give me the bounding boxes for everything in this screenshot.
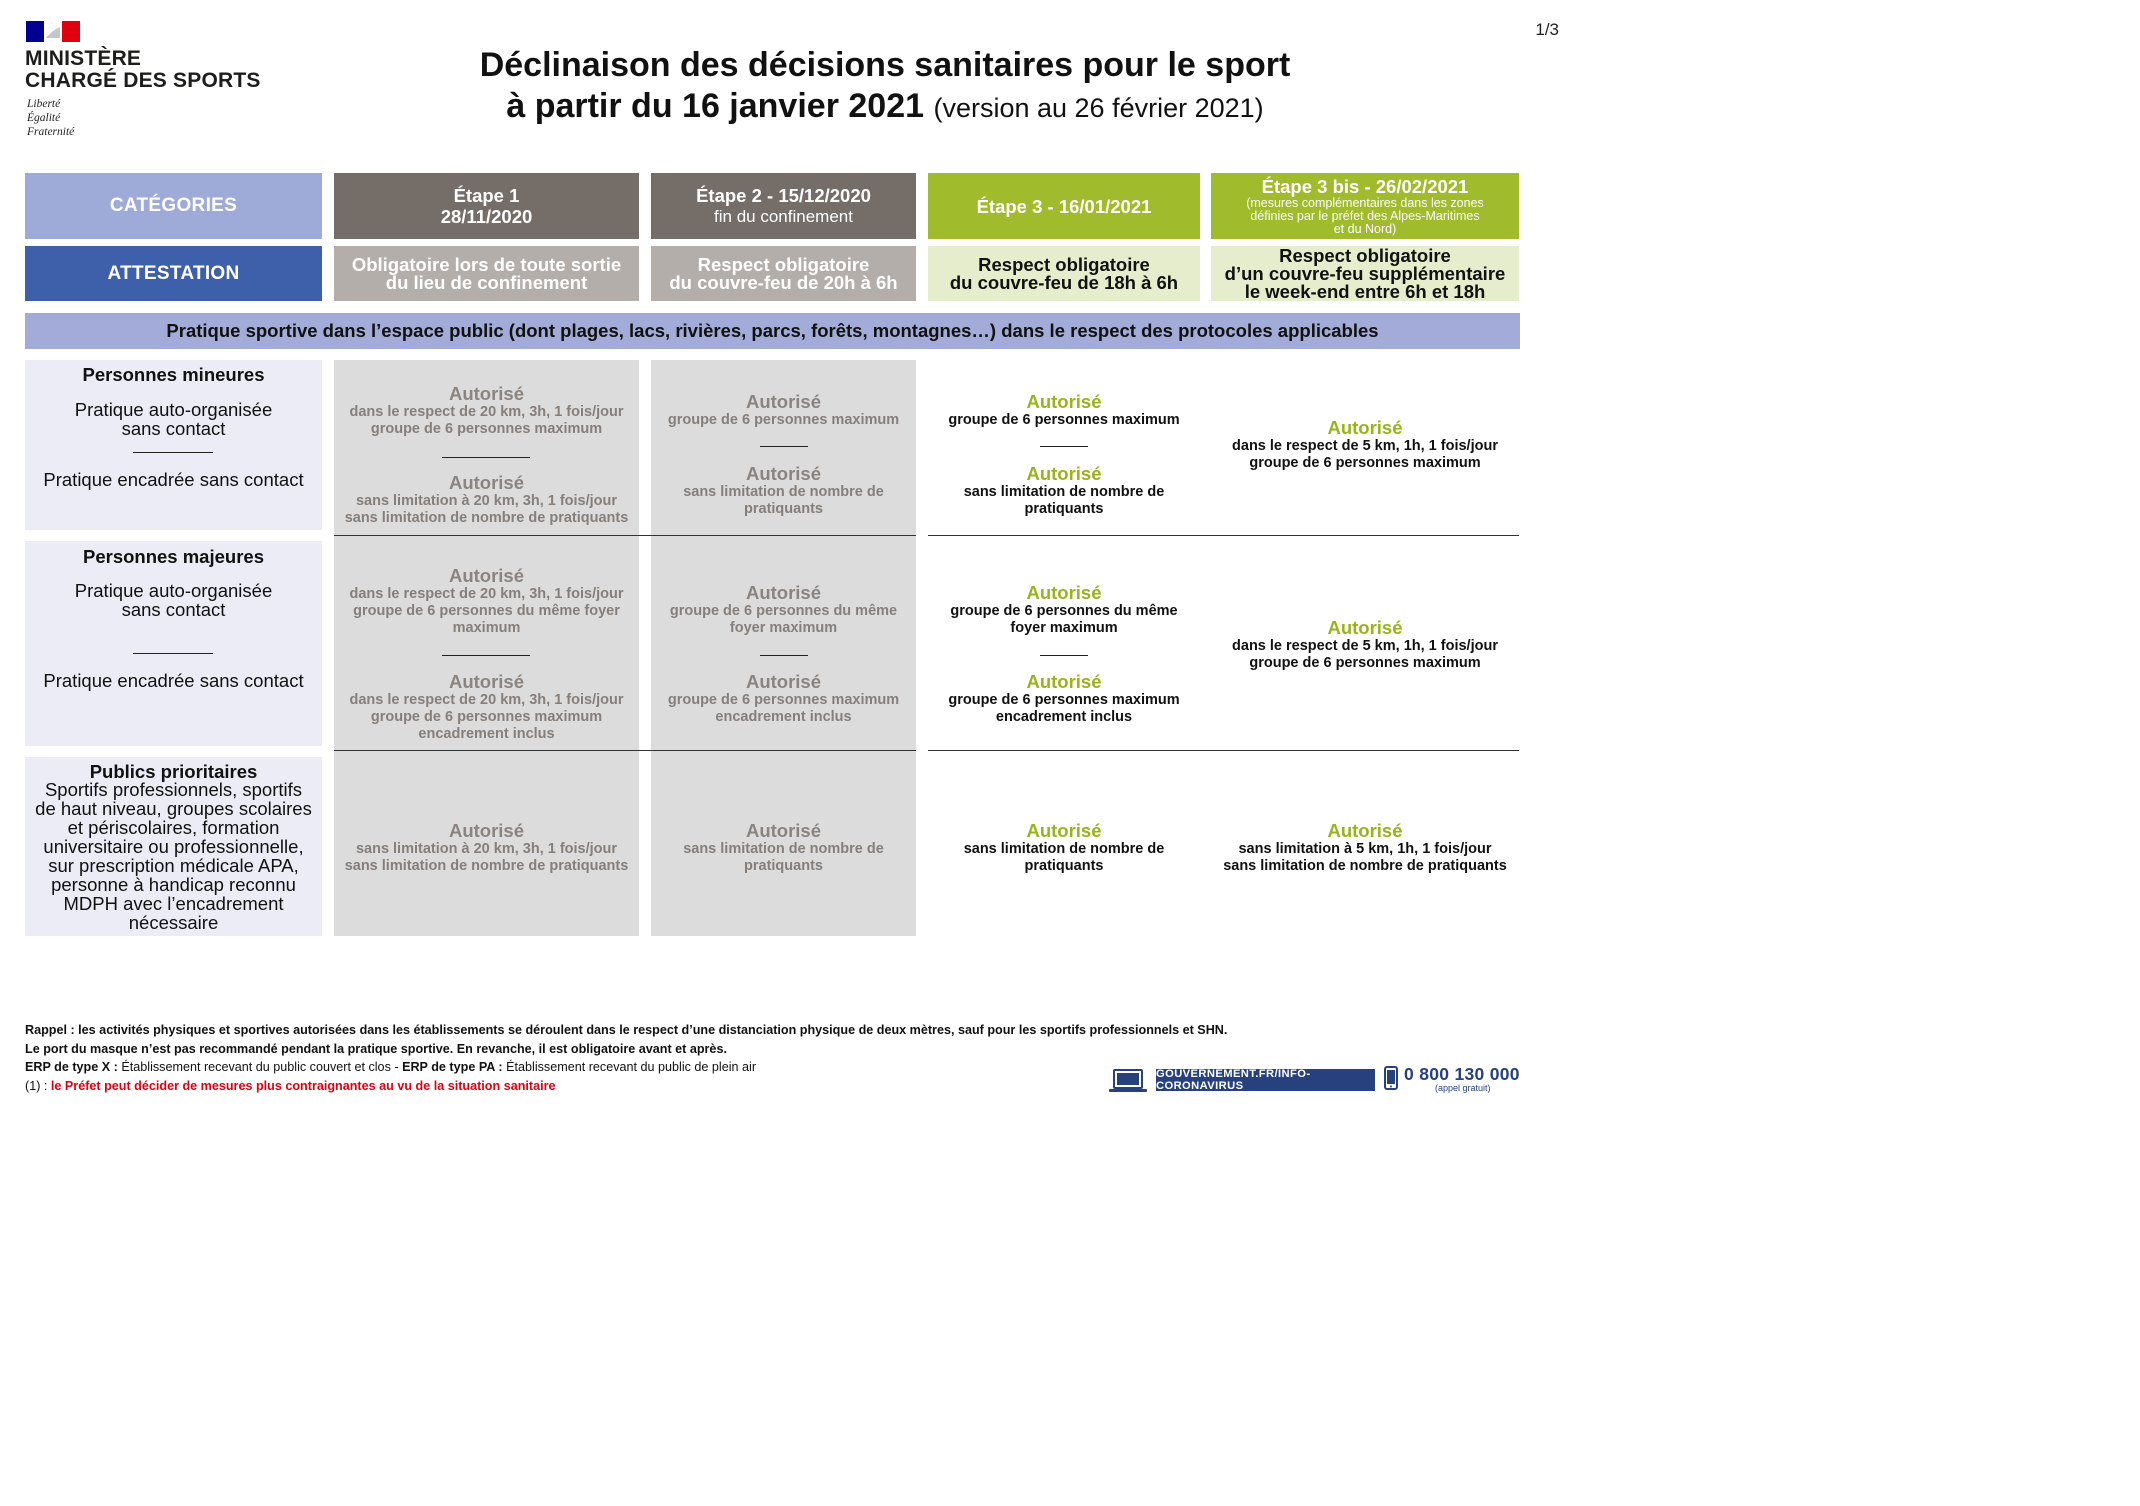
cell-majeurs-e3bis: Autorisé dans le respect de 5 km, 1h, 1 fois/jour groupe de 6 personnes maximum [1232, 617, 1498, 671]
cell-prioritaires-e1: Autorisé sans limitation à 20 km, 3h, 1 fois/jour sans limitation de nombre de pratiquants [344, 820, 629, 874]
cell-mineurs-e2a: Autorisé groupe de 6 personnes maximum [667, 391, 900, 428]
row-label-majeurs [25, 541, 322, 746]
cell-mineurs-e3bis: Autorisé dans le respect de 5 km, 1h, 1 fois/jour groupe de 6 personnes maximum [1232, 417, 1498, 471]
divider [760, 446, 808, 447]
row-divider [334, 750, 916, 751]
cell-majeurs-e1a: Autorisé dans le respect de 20 km, 3h, 1 fois/jour groupe de 6 personnes du même foyer maximum [349, 565, 624, 636]
row-sublabel: Pratique auto-organisée sans contact [74, 580, 273, 620]
cell-prioritaires-e2: Autorisé sans limitation de nombre de pratiquants [683, 820, 884, 874]
cell-majeurs-e3b: Autorisé groupe de 6 personnes maximum encadrement inclus [948, 671, 1180, 725]
row-label-prioritaires [25, 757, 322, 936]
cell-mineurs-e3a: Autorisé groupe de 6 personnes maximum [948, 391, 1180, 428]
cell-mineurs-e1a: Autorisé dans le respect de 20 km, 3h, 1 fois/jour groupe de 6 personnes maximum [349, 383, 624, 437]
note-prefet: (1) : le Préfet peut décider de mesures plus contraignantes au vu de la situation sanitaire [25, 1078, 556, 1093]
divider [133, 452, 213, 453]
header-etape3: Étape 3 - 16/01/2021 [928, 173, 1200, 239]
phone-icon [1384, 1066, 1398, 1090]
cell-prioritaires-e3bis: Autorisé sans limitation à 5 km, 1h, 1 fois/jour sans limitation de nombre de pratiquants [1223, 820, 1507, 874]
header-etape1: Étape 1 28/11/2020 [334, 173, 639, 239]
attestation-etape3bis: Respect obligatoire d’un couvre-feu supplémentaire le week-end entre 6h et 18h [1211, 246, 1519, 301]
header-etape3bis: Étape 3 bis - 26/02/2021 (mesures complémentaires dans les zones définies par le préfet des Alpes-Maritimes et du Nord) [1211, 173, 1519, 239]
cell-majeurs-e1b: Autorisé dans le respect de 20 km, 3h, 1 fois/jour groupe de 6 personnes maximum encadrement inclus [349, 671, 624, 742]
divider [442, 457, 530, 458]
note-rappel: Rappel : les activités physiques et sportives autorisées dans les établissements se déroulent dans le respect d’une distanciation physique de deux mètres, sauf pour les sportifs professionnels et SHN. [25, 1023, 1228, 1037]
cell-prioritaires-e3: Autorisé sans limitation de nombre de pratiquants [963, 820, 1165, 874]
cell-mineurs-e2b: Autorisé sans limitation de nombre de pratiquants [683, 463, 884, 517]
row-label-mineurs [25, 360, 322, 530]
divider [442, 655, 530, 656]
divider [1040, 655, 1088, 656]
laptop-icon [1109, 1069, 1147, 1093]
cell-mineurs-e1b: Autorisé sans limitation à 20 km, 3h, 1 fois/jour sans limitation de nombre de pratiquants [344, 472, 629, 526]
row-sublabel: Sportifs professionnels, sportifs de haut niveau, groupes scolaires et périscolaires, formation universitaire ou professionnelle, sur prescription médicale APA, personne à handicap reconnu MDPH avec l’encadrement nécessaire [35, 779, 312, 933]
row-divider [928, 750, 1519, 751]
ministry-name: MINISTÈRE CHARGÉ DES SPORTS [25, 47, 261, 92]
row-sublabel: Pratique encadrée sans contact [43, 469, 304, 490]
row-sublabel: Pratique auto-organisée sans contact [74, 399, 273, 439]
gouvernement-link[interactable]: GOUVERNEMENT.FR/INFO-CORONAVIRUS [1156, 1069, 1375, 1091]
cell-mineurs-e3b: Autorisé sans limitation de nombre de pratiquants [963, 463, 1165, 517]
note-masque: Le port du masque n’est pas recommandé pendant la pratique sportive. En revanche, il est obligatoire avant et après. [25, 1041, 727, 1056]
row-title: Personnes mineures [82, 364, 265, 385]
marianne-flag-icon [26, 21, 80, 42]
attestation-label: ATTESTATION [25, 246, 322, 301]
attestation-etape3: Respect obligatoire du couvre-feu de 18h à 6h [928, 246, 1200, 301]
row-title: Publics prioritaires [89, 761, 258, 782]
section-banner: Pratique sportive dans l’espace public (dont plages, lacs, rivières, parcs, forêts, montagnes…) dans le respect des protocoles applicables [25, 313, 1520, 349]
republic-motto: Liberté Égalité Fraternité [27, 98, 75, 138]
attestation-etape1: Obligatoire lors de toute sortie du lieu de confinement [334, 246, 639, 301]
hotline-number[interactable]: 0 800 130 000 [1404, 1064, 1520, 1084]
cell-majeurs-e2a: Autorisé groupe de 6 personnes du même foyer maximum [669, 582, 898, 636]
row-divider [334, 535, 916, 536]
header-categories: CATÉGORIES [25, 173, 322, 239]
cell-majeurs-e2b: Autorisé groupe de 6 personnes maximum encadrement inclus [667, 671, 900, 725]
footnotes [25, 1021, 1227, 1095]
row-divider [928, 535, 1519, 536]
attestation-etape2: Respect obligatoire du couvre-feu de 20h à 6h [651, 246, 916, 301]
row-sublabel: Pratique encadrée sans contact [43, 670, 304, 691]
divider [133, 653, 213, 654]
header-etape2: Étape 2 - 15/12/2020 fin du confinement [651, 173, 916, 239]
divider [760, 655, 808, 656]
cell-majeurs-e3a: Autorisé groupe de 6 personnes du même foyer maximum [950, 582, 1178, 636]
note-erp: ERP de type X : Établissement recevant du public couvert et clos - ERP de type PA : Établissement recevant du public de plein air [25, 1060, 757, 1075]
page-title: Déclinaison des décisions sanitaires pour le sport à partir du 16 janvier 2021 (version au 26 février 2021) [479, 46, 1291, 125]
row-title: Personnes majeures [83, 546, 264, 567]
page-number: 1/3 [1535, 20, 1559, 39]
hotline-note: (appel gratuit) [1435, 1083, 1491, 1093]
divider [1040, 446, 1088, 447]
